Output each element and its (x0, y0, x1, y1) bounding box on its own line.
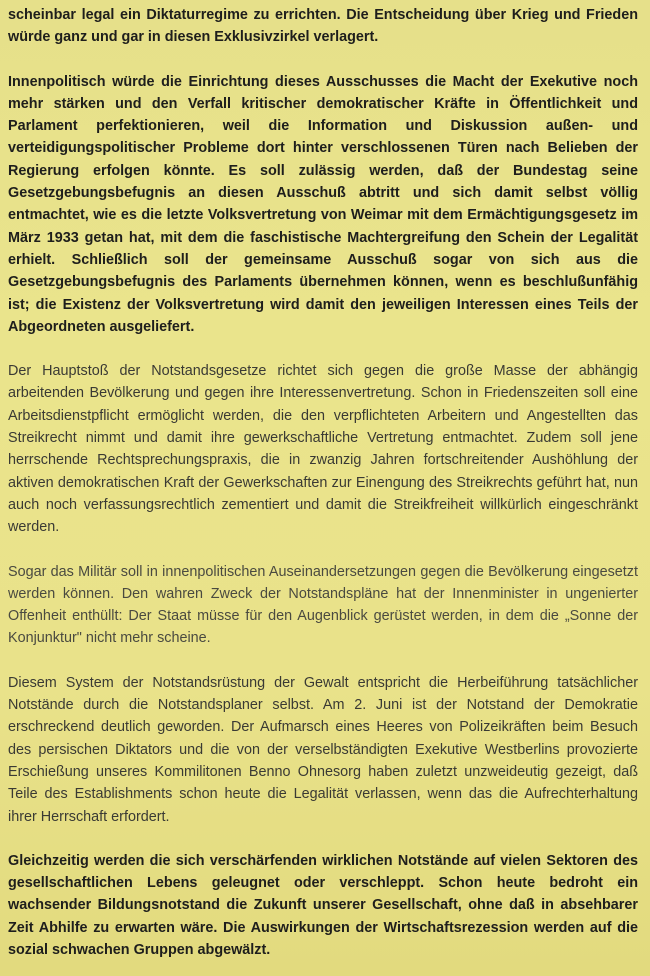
paragraph-gap (8, 338, 638, 360)
paragraph-gap (8, 650, 638, 672)
paragraph-4: Sogar das Militär soll in innenpolitischen Auseinandersetzungen gegen die Bevölkerung eingesetzt werden können. Den wahren Zweck der Notstandspläne hat der Innenminister in ungenierter Offenheit enthüllt: Der Staat müsse für den Augenblick gerüstet werden, in dem die „Sonne der Konjunktur" nicht mehr scheine. (8, 563, 638, 647)
paragraph-gap (8, 49, 638, 71)
paragraph-3: Der Hauptstoß der Notstandsgesetze richtet sich gegen die große Masse der abhängig arbeitenden Bevölkerung und gegen ihre Interessenvertretung. Schon in Friedenszeiten soll eine Arbeitsdienstpflicht ermöglicht werden, die den verpflichteten Arbeitern und Angestellten das Streikrecht nimmt und damit ihre gewerkschaftliche Vertretung entmachtet. Zudem soll jene herrschende Rechtsprechungspraxis, die in zwanzig Jahren fortschreitender Aushöhlung der aktiven demokratischen Kraft der Gewerkschaften zur Einengung des Streikrechts geführt hat, nun auch noch verfassungsrechtlich zementiert und damit die Streikfreiheit willkürlich eingeschränkt werden. (8, 363, 638, 536)
paragraph-gap (8, 828, 638, 850)
paragraph-gap (8, 539, 638, 561)
paragraph-6: Gleichzeitig werden die sich verschärfenden wirklichen Notstände auf vielen Sektoren des gesellschaftlichen Lebens geleugnet oder verschleppt. Schon heute bedroht ein wachsender Bildungsnotstand die Zukunft unserer Gesellschaft, ohne daß in absehbarer Zeit Abhilfe zu erwarten wäre. Die Auswirkungen der Wirtschaftsrezession werden auf die sozial schwachen Gruppen abgewälzt. (8, 852, 638, 958)
paragraph-5: Diesem System der Notstandsrüstung der Gewalt entspricht die Herbeiführung tatsächlicher Notstände durch die Notstandsplaner selbst. Am 2. Juni ist der Notstand der Demokratie erschreckend deutlich geworden. Der Aufmarsch eines Heeres von Polizeikräften beim Besuch des persischen Diktators und die von der verselbständigten Exekutive Westberlins provozierte Erschießung unseres Kommilitonen Benno Ohnesorg haben zuletzt unzweideutig gezeigt, daß Teile des Establishments schon heute die Legalität verlassen, wenn das die Aufrechterhaltung ihrer Herrschaft erfordert. (8, 674, 638, 825)
paragraph-1: scheinbar legal ein Diktaturregime zu errichten. Die Entscheidung über Krieg und Frieden würde ganz und gar in diesen Exklusivzirkel verlagert. (8, 7, 638, 46)
paragraph-2: Innenpolitisch würde die Einrichtung dieses Ausschusses die Macht der Exekutive noch mehr stärken und den Verfall kritischer demokratischer Kräfte in Öffentlichkeit und Parlament perfektionieren, weil die Information und Diskussion außen- und verteidigungspolitischer Probleme dort hinter verschlossenen Türen nach Belieben der Regierung erfolgen könnte. Es soll zulässig werden, daß der Bundestag seine Gesetzgebungsbefugnis an diesen Ausschuß abtritt und sich damit selbst völlig entmachtet, wie es die letzte Volksvertretung von Weimar mit dem Ermächtigungsgesetz im März 1933 getan hat, mit dem die faschistische Machtergreifung den Schein der Legalität erhielt. Schließlich soll der gemeinsame Ausschuß sogar von sich aus die Gesetzgebungsbefugnis des Parlaments übernehmen können, wenn es beschlußunfähig ist; die Existenz der Volksvertretung wird damit den jeweiligen Interessen eines Teils der Abgeordneten ausgeliefert. (8, 73, 638, 335)
